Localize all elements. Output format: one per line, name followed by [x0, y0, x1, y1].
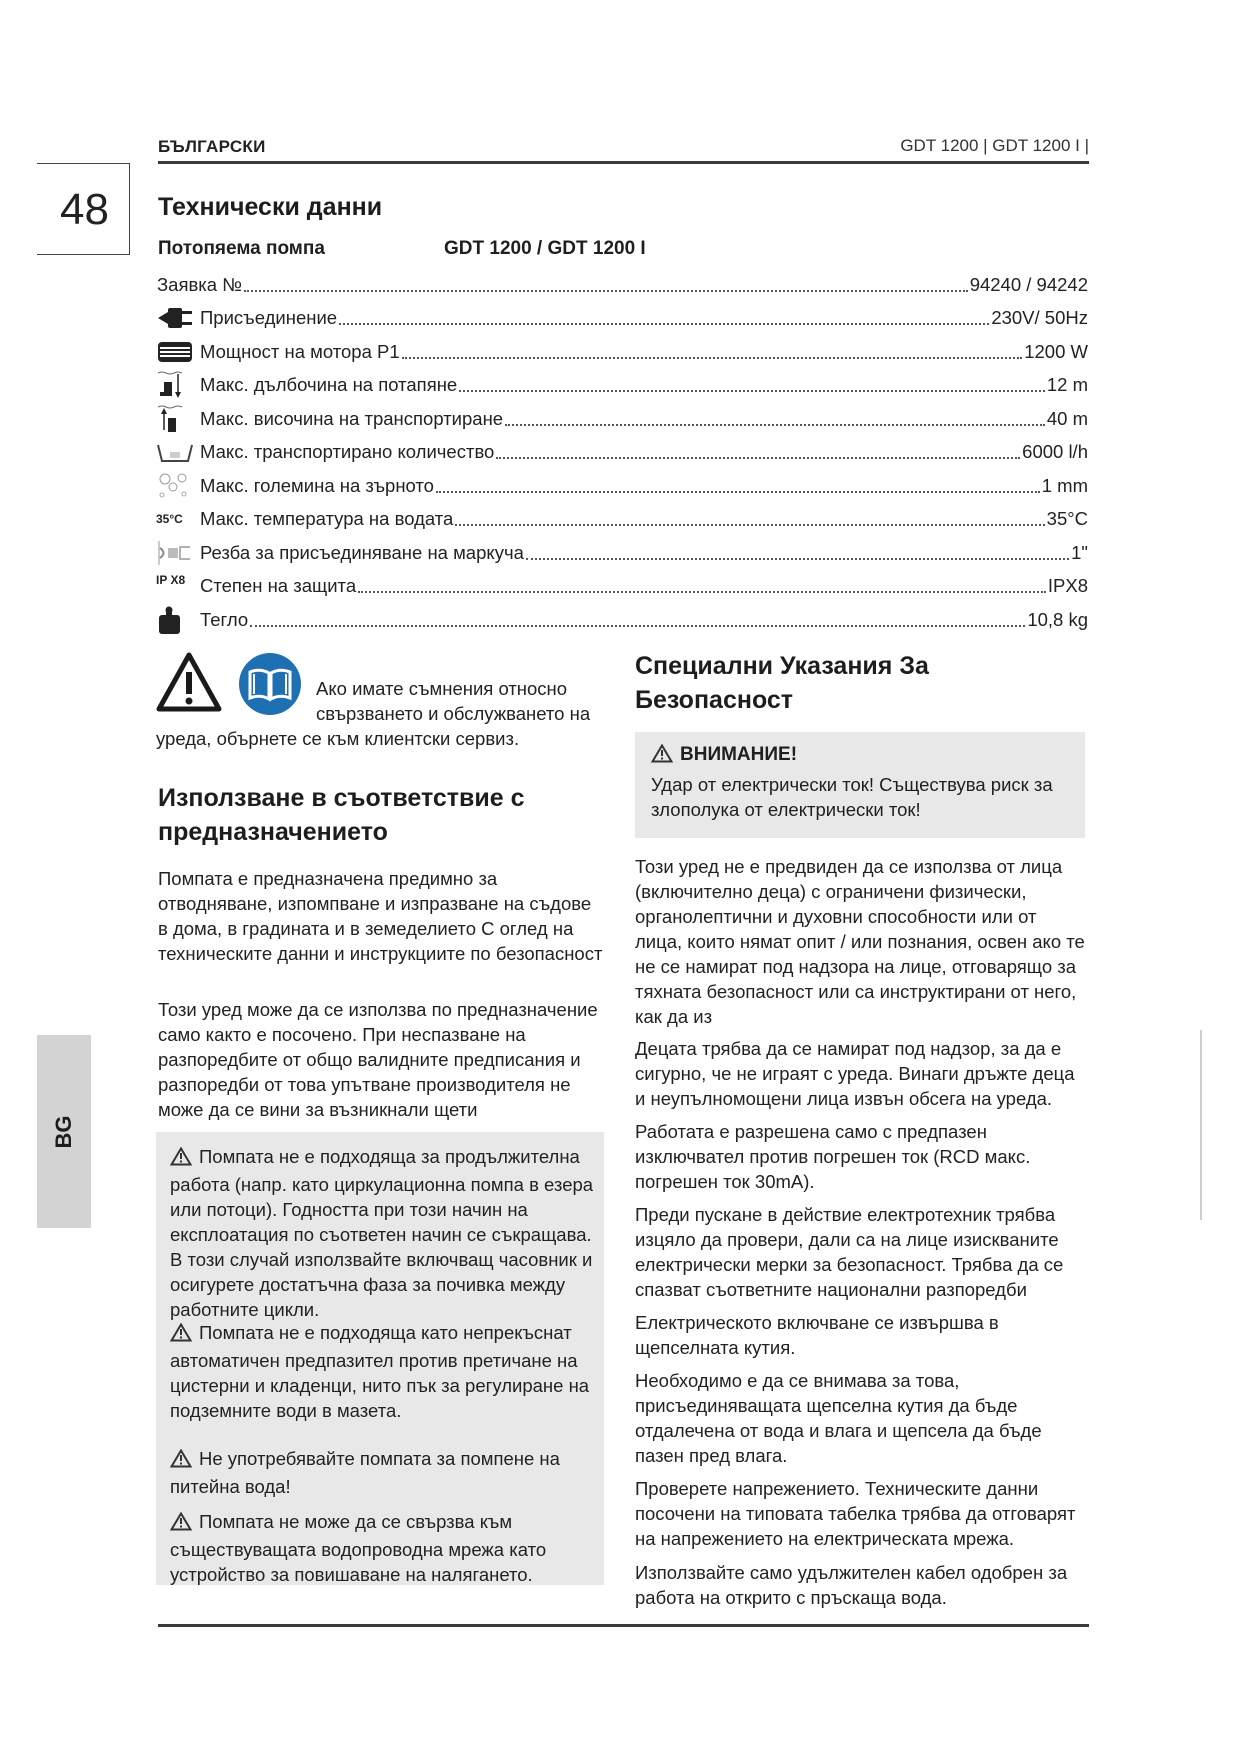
language-tab-label: BG [51, 1115, 76, 1148]
plug-icon [156, 303, 200, 333]
spec-label: Макс. температура на водата [200, 508, 454, 530]
warning-icon [170, 1323, 192, 1348]
language-tab [37, 1035, 91, 1228]
leader-dots [339, 323, 989, 325]
safety-paragraph: Работата е разрешена само с предпазен изключвател против погрешен ток (RCD макс. погрешен ток 30mA). [635, 1121, 1031, 1192]
footer-rule [158, 1624, 1089, 1627]
protection-icon-text: IP X8 [156, 573, 186, 588]
intended-use-paragraph: Помпата е предназначена предимно за отводняване, изпомпване и изпразване на съдове в дома, в градината и в земеделието С оглед на техническите данни и инструкциите по безопасност [158, 868, 603, 964]
attention-box [635, 732, 1085, 838]
delivery-height-icon [156, 404, 200, 434]
attention-label: ВНИМАНИЕ! [680, 744, 798, 765]
spec-row [156, 570, 1088, 604]
leader-dots [526, 558, 1069, 560]
spec-value: 1200 W [1024, 340, 1088, 362]
spec-label: Тегло [200, 608, 249, 630]
safety-paragraph: Електрическото включване се извършва в щепселната кутия. [635, 1312, 999, 1358]
spec-row [156, 436, 1088, 470]
spec-label: Макс. дълбочина на потапяне [200, 374, 458, 396]
warning-item [170, 1446, 595, 1499]
attention-text: Удар от електрически ток! Съществува риск за злополука от електрически ток! [651, 774, 1053, 820]
spec-label: Степен на защита [200, 575, 357, 597]
motor-icon [156, 337, 200, 367]
warning-item [170, 1509, 595, 1587]
warnings-box [156, 1132, 604, 1585]
language-header: БЪЛГАРСКИ [158, 137, 266, 156]
spec-label: Макс. транспортирано количество [200, 441, 495, 463]
spec-label: Макс. големина на зърното [200, 474, 434, 496]
spec-value: 6000 l/h [1022, 441, 1088, 463]
service-notice [156, 676, 596, 751]
warning-icon [651, 744, 673, 769]
spec-value: 1" [1071, 541, 1088, 563]
safety-paragraph: Проверете напрежението. Техническите данни посочени на типовата табелка трябва да отговарят на напрежението на електрическата мрежа. [635, 1478, 1076, 1549]
leader-dots [496, 457, 1020, 459]
leader-dots [250, 625, 1025, 627]
spec-row [156, 402, 1088, 436]
intended-use-paragraph: Този уред може да се използва по предназначение само както е посочено. При неспазване на разпоредбите от общо валидните предписания и разпоредби от това упътване производителя не може да се вини за възникнали щети [158, 999, 598, 1120]
warning-icon [170, 1512, 192, 1537]
leader-dots [455, 524, 1044, 526]
spec-row [156, 302, 1088, 336]
spec-label: Присъединение [200, 307, 338, 329]
scan-edge-mark [1200, 1030, 1202, 1220]
spec-row [156, 536, 1088, 570]
technical-data-title: Технически данни [158, 193, 383, 221]
temperature-icon [156, 504, 200, 534]
warning-icon [170, 1449, 192, 1474]
safety-paragraph: Необходимо е да се внимава за това, присъединяващата щепселна кутия да бъде отдалечена от вода и влага и щепсела да бъде пазен пред влага. [635, 1370, 1042, 1466]
header-rule [158, 161, 1089, 164]
spec-row [156, 268, 1088, 302]
safety-paragraph: Преди пускане в действие електротехник трябва изцяло да провери, дали са на лице изискваните електрически мерки за безопасност. Трябва да се спазват съответните национални разпоредби [635, 1204, 1064, 1300]
warning-icon [170, 1147, 192, 1172]
leader-dots [436, 491, 1040, 493]
warning-item [170, 1144, 595, 1322]
model-header: GDT 1200 | GDT 1200 I | [900, 136, 1089, 155]
page-number: 48 [60, 185, 109, 234]
safety-paragraph: Децата трябва да се намират под надзор, за да е сигурно, че не играят с уреда. Винаги дръжте деца и неупълномощени лица извън обсега на уреда. [635, 1038, 1075, 1109]
intended-use-title: Използване в съответствие с предназначението [158, 784, 525, 846]
spec-value: IPX8 [1047, 575, 1088, 597]
spec-row [156, 603, 1088, 637]
spec-value: 230V/ 50Hz [991, 307, 1088, 329]
flow-rate-icon [156, 437, 200, 467]
attention-heading [651, 744, 797, 769]
spec-value: 10,8 kg [1027, 608, 1088, 630]
warning-text: Помпата не е подходяща за продължителна работа (напр. като циркулационна помпа в езера или потоци). Годността при този начин на експлоатация по съответен начин се съкращава. В този случай използвайте включващ часовник и осигурете достатъчна фаза за почивка между работните цикли. [170, 1146, 594, 1320]
safety-paragraph: Използвайте само удължителен кабел одобрен за работа на открито с пръскаща вода. [635, 1562, 1068, 1608]
protection-icon [156, 571, 200, 601]
spec-value: 12 m [1046, 374, 1088, 396]
warning-text: Не употребявайте помпата за помпене на питейна вода! [170, 1448, 560, 1497]
spec-value: 35°C [1046, 508, 1088, 530]
spec-row [156, 469, 1088, 503]
safety-title: Специални Указания За Безопасност [635, 652, 929, 714]
leader-dots [505, 424, 1045, 426]
leader-dots [459, 390, 1045, 392]
notice-line: уреда, обърнете се към клиентски сервиз. [156, 728, 520, 749]
grain-size-icon [156, 471, 200, 501]
leader-dots [358, 591, 1046, 593]
warning-text: Помпата не е подходяща като непрекъснат автоматичен предпазител против претичане на цистерни и кладенци, нито пък за регулиране на подземните води в мазета. [170, 1322, 590, 1421]
warning-item [170, 1320, 595, 1423]
spec-value: 1 mm [1041, 474, 1088, 496]
warning-text: Помпата не може да се свързва към съществуващата водопроводна мрежа като устройство за повишаване на налягането. [170, 1511, 547, 1585]
notice-line: Ако имате съмнения относно [316, 678, 568, 699]
safety-paragraph: Този уред не е предвиден да се използва от лица (включително деца) с ограничени физически, органолептични и духовни способности или от лица, които нямат опит / или познания, освен ако те не се намират под надзора на лице, отговарящо за тяхната безопасност или са инструктирани от него, как да из [635, 856, 1085, 1027]
spec-label: Макс. височина на транспортиране [200, 407, 504, 429]
spec-label: Мощност на мотора P1 [200, 340, 400, 362]
spec-label: Заявка № [157, 273, 243, 295]
spec-value: 94240 / 94242 [969, 273, 1088, 295]
spec-label: Резба за присъединяване на маркуча [200, 541, 524, 563]
immersion-depth-icon [156, 370, 200, 400]
spec-row [156, 503, 1088, 537]
notice-line: свързването и обслужването на [316, 703, 591, 724]
leader-dots [244, 290, 968, 292]
spec-list [156, 268, 1088, 637]
leader-dots [402, 357, 1023, 359]
product-models: GDT 1200 / GDT 1200 I [444, 238, 646, 259]
weight-icon [156, 605, 200, 635]
product-label: Потопяема помпа [158, 238, 325, 259]
temperature-icon-text: 35°C [156, 512, 183, 527]
spec-row [156, 335, 1088, 369]
spec-row [156, 369, 1088, 403]
spec-value: 40 m [1046, 407, 1088, 429]
hose-thread-icon [156, 538, 200, 568]
